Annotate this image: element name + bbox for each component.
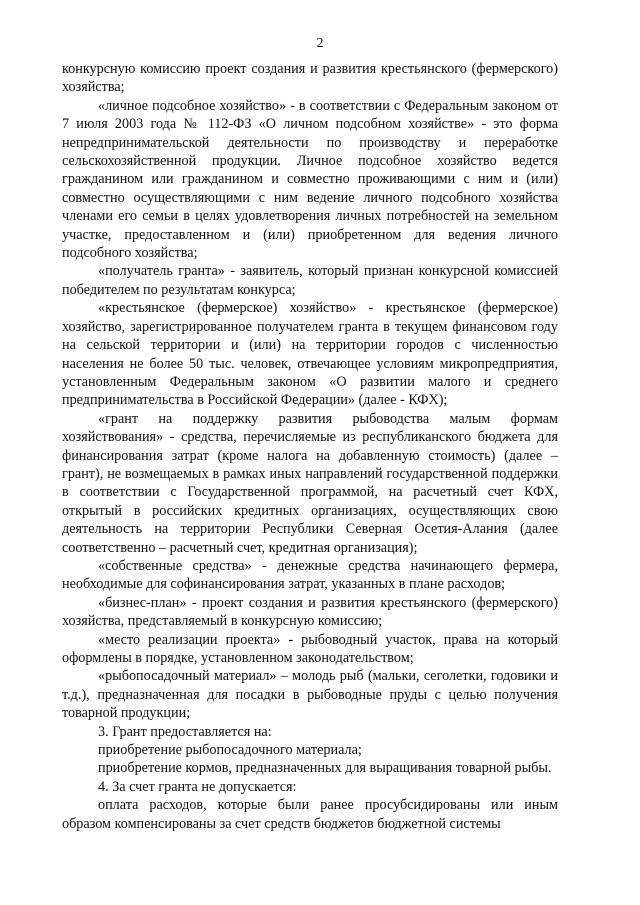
paragraph-personal-subsidiary-farm: «личное подсобное хозяйство» - в соответствии с Федеральным законом от 7 июля 2003 года № 112-ФЗ «О личном подсобном хозяйстве» - это форма непредпринимательской деятельности по производству и переработке сельскохозяйственной продукции. Личное подсобное хозяйство ведется гражданином или гражданином и совместно проживающими с ним и (или) совместно осуществляющими с ним ведение личного подсобного хозяйства членами его семьи в целях удовлетворения личных потребностей на земельном участке, предоставленном и (или) приобретенном для ведения личного подсобного хозяйства;	[62, 97, 558, 262]
paragraph-section-4-heading: 4. За счет гранта не допускается:	[98, 778, 297, 795]
paragraph-fish-stock: «рыбопосадочный материал» – молодь рыб (мальки, сеголетки, годовики и т.д.), предназначенная для посадки в рыбоводные пруды с целью получения товарной продукции;	[62, 668, 558, 722]
document-body	[62, 60, 558, 833]
paragraph-project-location: «место реализации проекта» - рыбоводный участок, права на который оформлены в порядке, установленном законодательством;	[62, 631, 558, 666]
page-number: 2	[316, 36, 324, 51]
paragraph-prohibited-expenses: оплата расходов, которые были ранее просубсидированы или иным образом компенсированы за счет средств бюджетов бюджетной системы	[62, 797, 558, 832]
paragraph-grant-recipient: «получатель гранта» - заявитель, который признан конкурсной комиссией победителем по результатам конкурса;	[62, 263, 558, 298]
paragraph-section-3-heading: 3. Грант предоставляется на:	[98, 723, 272, 740]
paragraph-commission-continuation: конкурсную комиссию проект создания и развития крестьянского (фермерского) хозяйства;	[62, 61, 558, 96]
paragraph-own-funds: «собственные средства» - денежные средства начинающего фермера, необходимые для софинансирования затрат, указанных в плане расходов;	[62, 557, 558, 593]
paragraph-purchase-fish-stock: приобретение рыбопосадочного материала;	[98, 742, 362, 759]
paragraph-business-plan: «бизнес-план» - проект создания и развития крестьянского (фермерского) хозяйства, представляемый в конкурсную комиссию;	[62, 594, 558, 630]
paragraph-peasant-farm: «крестьянское (фермерское) хозяйство» - крестьянское (фермерское) хозяйство, зарегистрированное получателем гранта в текущем финансовом году на сельской территории и (или) на территории городов с численностью населения не более 50 тыс. человек, отвечающее условиям микропредприятия, установленным Федеральным законом «О развитии малого и среднего предпринимательства в Российской Федерации» (далее - КФХ);	[62, 300, 558, 409]
paragraph-grant-definition: «грант на поддержку развития рыбоводства малым формам хозяйствования» - средства, перечисляемые из республиканского бюджета для финансирования затрат (кроме налога на добавленную стоимость) (далее – грант), не возмещаемых в рамках иных направлений государственной поддержки в соответствии с Государственной программой, на расчетный счет КФХ, открытый в российских кредитных организациях, осуществляющих свою деятельность на территории Республики Северная Осетия-Алания (далее соответственно – расчетный счет, кредитная организация);	[62, 410, 558, 556]
paragraph-purchase-feed: приобретение кормов, предназначенных для выращивания товарной рыбы.	[98, 760, 552, 777]
